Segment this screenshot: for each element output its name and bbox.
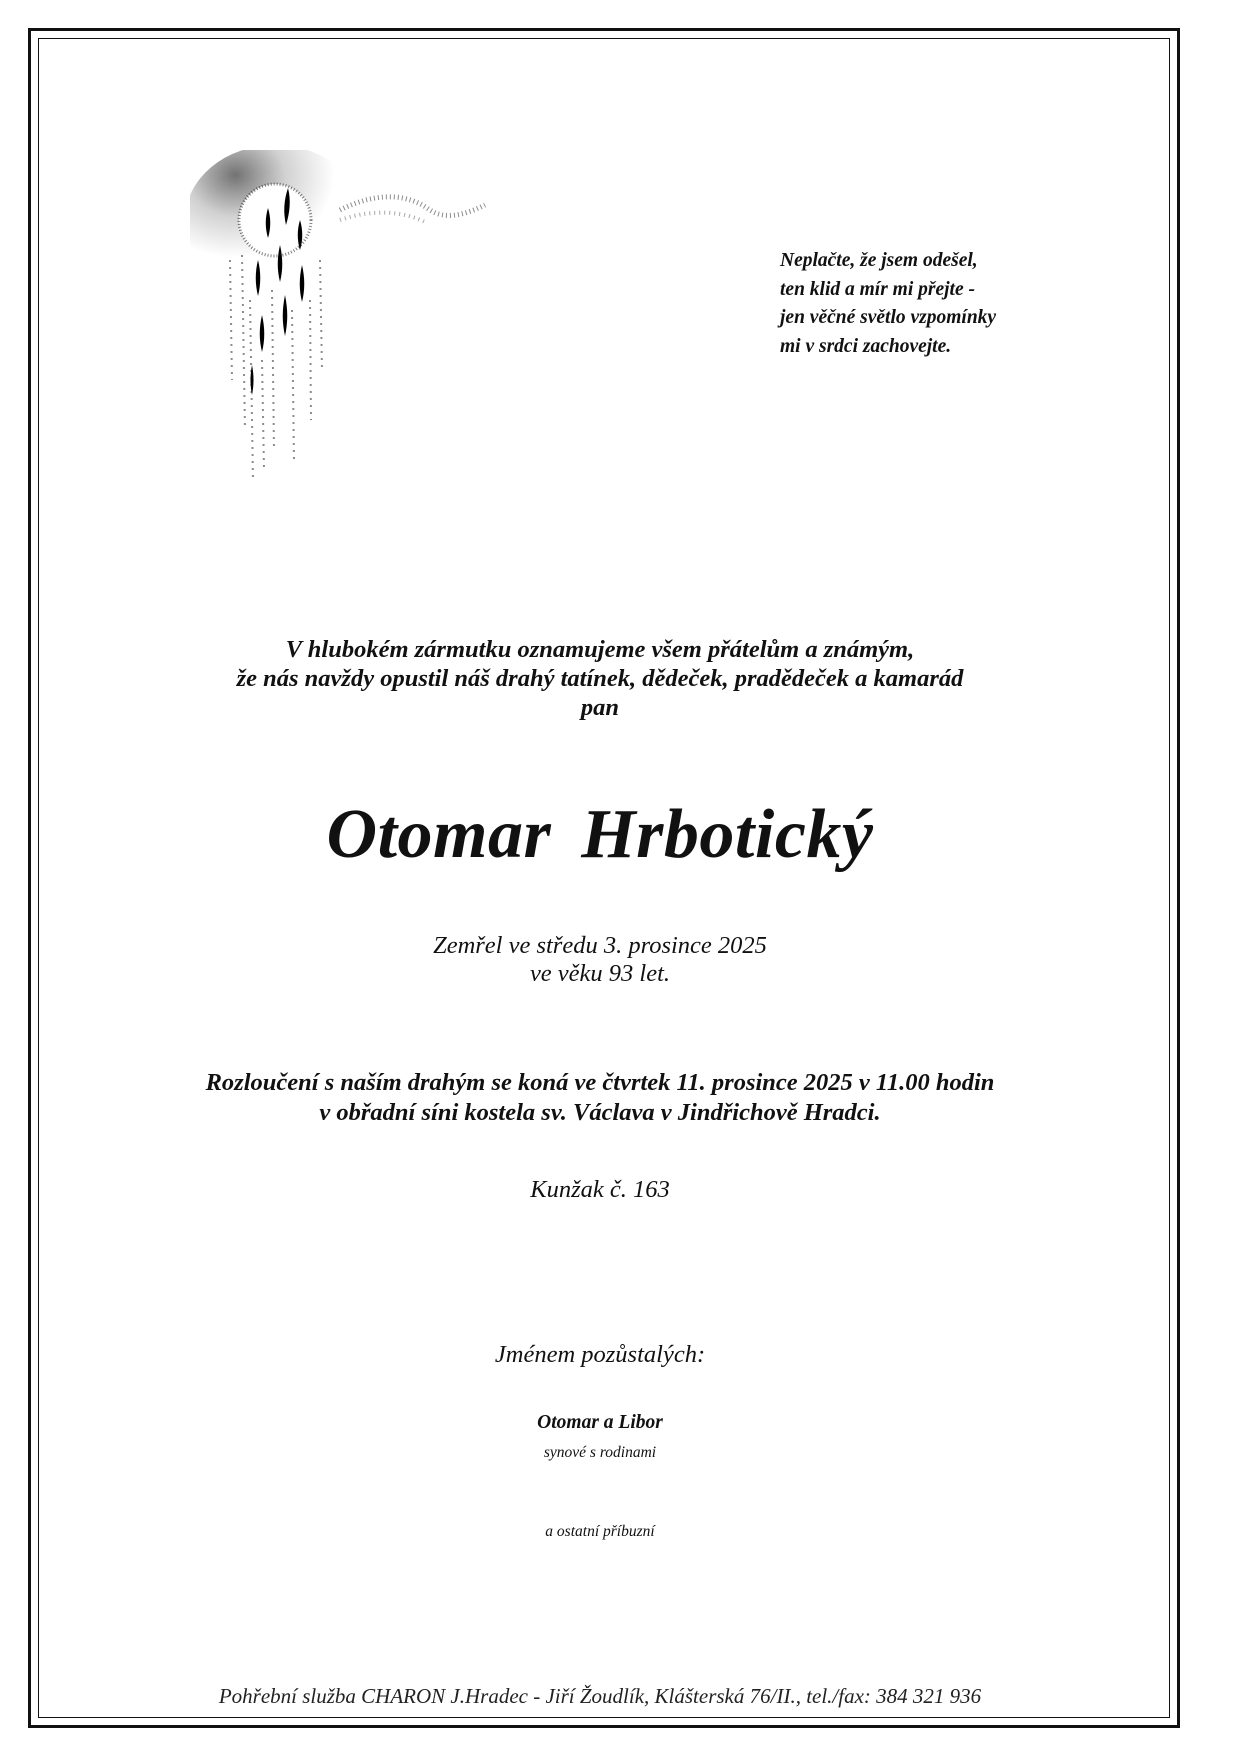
death-line: Zemřel ve středu 3. prosince 2025 — [433, 932, 767, 959]
announcement-line: pan — [580, 694, 620, 721]
farewell-line: Rozloučení s naším drahým se koná ve čtvrtek 11. prosince 2025 v 11.00 hodin — [205, 1069, 995, 1096]
poem-line: ten klid a mír mi přejte - — [780, 278, 975, 300]
poem-line: jen věčné světlo vzpomínky — [780, 307, 997, 328]
farewell-info — [0, 1068, 1200, 1128]
announcement — [0, 635, 1200, 722]
mourners-note: synové s rodinami — [543, 1444, 657, 1461]
address: Kunžak č. 163 — [530, 1176, 670, 1203]
poem-line: Neplačte, že jsem odešel, — [780, 250, 978, 271]
other-relatives: a ostatní příbuzní — [545, 1523, 655, 1540]
death-info — [0, 932, 1200, 988]
announcement-line: že nás navždy opustil náš drahý tatínek, dědeček, pradědeček a kamarád — [236, 665, 964, 692]
first-name: Otomar — [326, 796, 552, 873]
announcement-line: V hlubokém zármutku oznamujeme všem přátelům a známým, — [285, 636, 915, 663]
moon-candle-icon — [190, 150, 490, 490]
death-line: ve věku 93 let. — [529, 960, 671, 987]
last-name: Hrbotický — [581, 796, 874, 873]
mourners-heading: Jménem pozůstalých: — [494, 1341, 706, 1368]
poem — [780, 247, 1080, 361]
poem-line: mi v srdci zachovejte. — [780, 335, 952, 357]
farewell-line: v obřadní síni kostela sv. Václava v Jindřichově Hradci. — [319, 1099, 881, 1126]
mourners-names: Otomar a Libor — [537, 1412, 663, 1433]
deceased-name — [0, 795, 1200, 875]
funeral-service-footer: Pohřební služba CHARON J.Hradec - Jiří Žoudlík, Klášterská 76/II., tel./fax: 384 321 936 — [218, 1684, 982, 1708]
